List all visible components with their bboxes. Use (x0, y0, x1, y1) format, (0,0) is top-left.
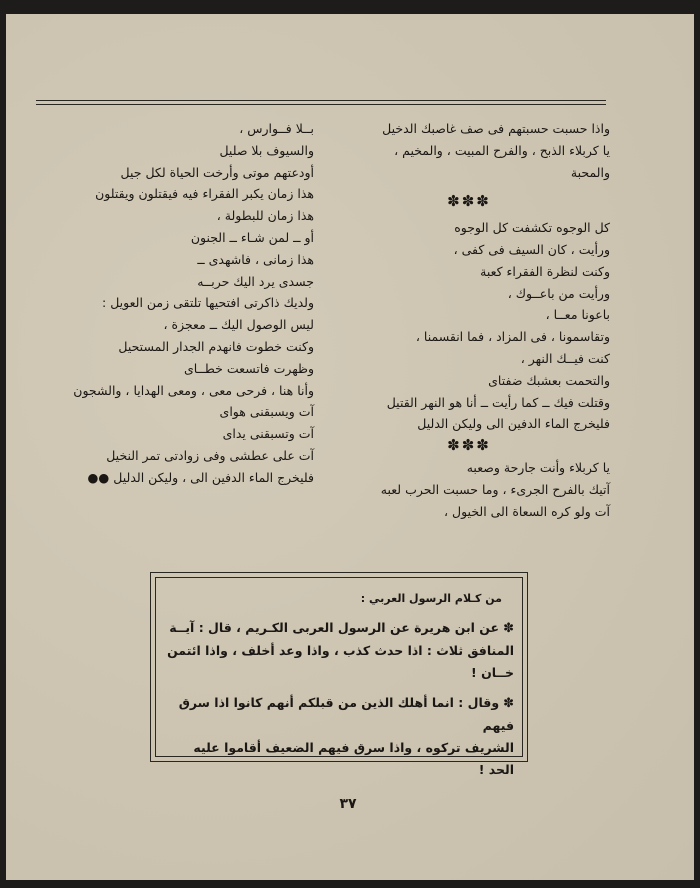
hadith-line (164, 692, 514, 737)
hadith-line: الشريف تركوه ، واذا سرق فيهم الضعيف أقاموا عليه الحد ! (193, 740, 514, 777)
poem-line: آت ولو كره السعاة الى الخيول ، (444, 503, 610, 519)
poem-line: بــلا فــوارس ، (239, 121, 314, 136)
stanza-separator: ✽✽✽ (447, 436, 491, 455)
asterisk-marker-icon: ✽ (503, 696, 514, 711)
poem-line: وتقاسمونا ، فى المزاد ، فما انقسمنا ، (415, 329, 610, 345)
poem-line: وأنا هنا ، فرحى معى ، ومعى الهدايا ، والشجون (73, 382, 314, 398)
poem-line: هذا زمان يكبر الفقراء فيه فيقتلون ويقتلون (95, 186, 314, 202)
poem-line: آت وتسبقنى يداى (222, 426, 314, 442)
poem-line: أو ــ لمن شـاء ــ الجنون (190, 229, 314, 245)
stanza-separator: ✽✽✽ (447, 192, 491, 211)
poem-line: آت على عطشى وفى زوادتى تمر النخيل (106, 447, 314, 463)
poem-line: جسدى يرد اليك حربــه (197, 273, 314, 289)
poem-line: وظهرت فاتسعت خطــاى (184, 360, 314, 376)
poem-line: ورأيت من باعــوك ، (507, 285, 610, 301)
poem-line: وقتلت فيك ــ كما رأيت ــ أنا هو النهر القتيل (386, 394, 610, 410)
poem-line: أودعتهم موتى وأرخت الحياة لكل جيل (120, 164, 314, 180)
poem-line: باعونا معــا ، (545, 307, 610, 323)
poem-line: يا كربلاء وأنت جارحة وصعبه (466, 459, 610, 475)
poem-line: فليخرج الماء الدفين الى وليكن الدليل (417, 416, 610, 432)
hadith-box (150, 572, 528, 777)
poem-left-column (44, 118, 314, 489)
poem-line: والسيوف بلا صليل (219, 142, 314, 158)
poem-line: واذا حسبت حسبتهم فى صف غاصبك الدخيل (382, 121, 610, 136)
hadith-paragraph-1 (164, 617, 514, 684)
hadith-line: خــان ! (471, 665, 514, 680)
hadith-text: وقال : انما أهلك الذين من قبلكم أنهم كانوا اذا سرق فيهم (178, 695, 514, 733)
poem-line: كنت فيــك النهر ، (520, 350, 610, 366)
hadith-line: المنافق ثلاث : اذا حدث كذب ، واذا وعد أخلف ، واذا ائتمن (167, 643, 514, 658)
poem-line: والمحبة (570, 164, 610, 180)
poem-right-column (328, 118, 610, 522)
hadith-box-inner (155, 577, 523, 777)
asterisk-marker-icon: ✽ (503, 621, 514, 636)
magazine-page (6, 14, 694, 880)
box-title: من كـلام الرسول العربي : (360, 592, 502, 605)
hadith-paragraph-2 (164, 692, 514, 781)
poem-line: ورأيت ، كان السيف فى كفى ، (453, 241, 610, 257)
hadith-text: عن ابن هريرة عن الرسول العربى الكـريم ، قال : آيــة (169, 620, 500, 635)
top-double-rule (36, 100, 606, 105)
poem-line: يا كربلاء الذبح ، والفرح المبيت ، والمخيم ، (394, 142, 610, 158)
poem-line: كل الوجوه تكشفت كل الوجوه (454, 220, 610, 236)
page-number: ٣٧ (339, 796, 357, 812)
hadith-line (164, 617, 514, 640)
poem-line: وكنت خطوت فانهدم الجدار المستحيل (118, 338, 314, 354)
poem-line: ليس الوصول اليك ــ معجزة ، (163, 317, 314, 333)
poem-line: هذا زمانى ، فاشهدى ــ (197, 251, 314, 267)
poem-line: والتحمت بعشبك ضفتاى (488, 372, 610, 388)
poem-line: فليخرج الماء الدفين الى ، وليكن الدليل ●● (87, 469, 314, 485)
poem-line: ولديك ذاكرتى افتحيها تلتقى زمن العويل : (102, 295, 314, 311)
poem-line: وكنت لنظرة الفقراء كعبة (480, 263, 610, 279)
poem-line: آتيك بالفرح الجرىء ، وما حسبت الحرب لعبه (380, 481, 610, 497)
poem-line: آت ويسبقنى هواى (219, 404, 314, 420)
poem-line: هذا زمان للبطولة ، (216, 208, 314, 224)
